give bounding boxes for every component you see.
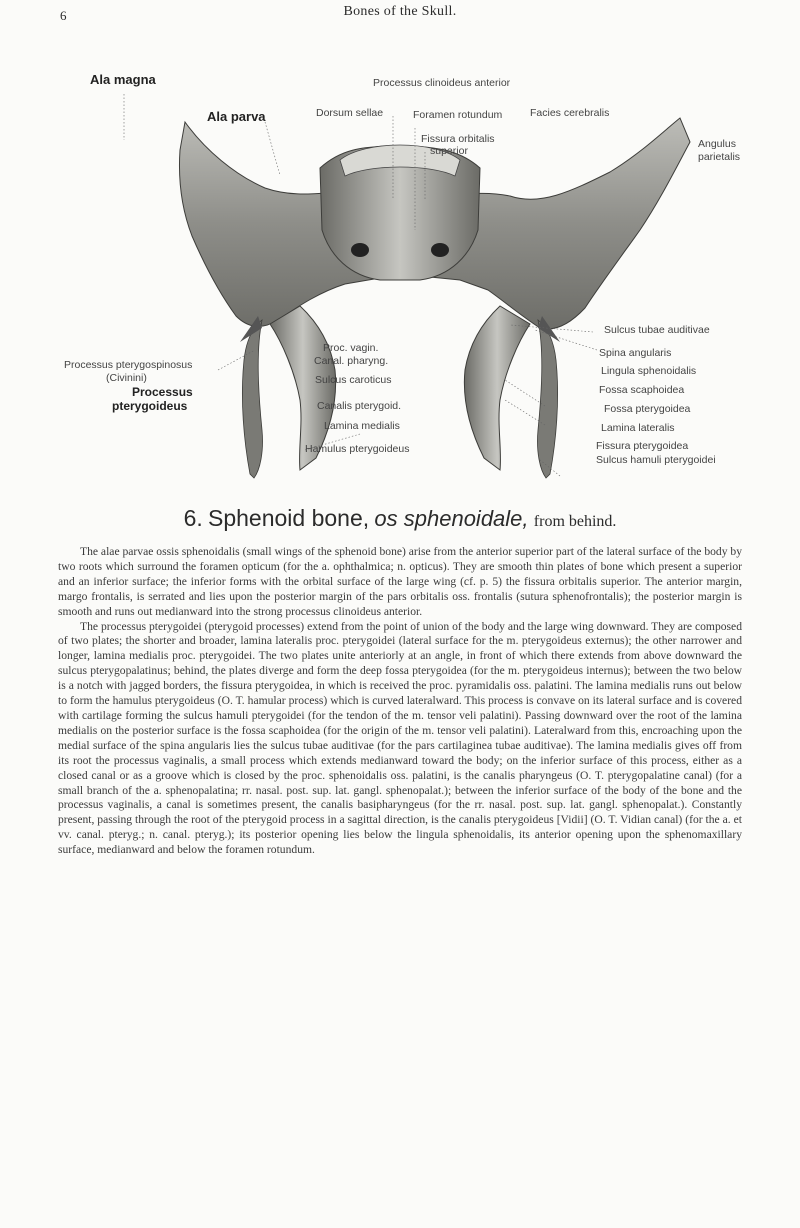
left-hamulus-shape	[242, 320, 262, 478]
caption-suffix: from behind.	[533, 513, 617, 530]
body-text	[58, 545, 742, 858]
label-canalis-pterygoid: Canalis pterygoid.	[317, 400, 402, 412]
label-lamina-lateralis: Lamina lateralis	[601, 422, 675, 434]
paragraph-processus-pterygoidei: The processus pterygoidei (pterygoid processes) extend from the point of union of the body and the large wing downward. They are composed of two plates; the shorter and broader, lamina lateralis proc. pterygoidei (lateral surface for the m. pterygoideus externus); the other narrower and longer, lamina medialis proc. pterygoidei. The two plates unite anteriorly at an angle, in front of which there extends from above downward the sulcus pterygopalatinus; behind, the plates diverge and form the deep fossa pterygoidea (for the m. pterygoideus internus); between the two below is a notch with jagged borders, the fissura pterygoidea, in which is received the proc. pyramidalis oss. palatini. The lamina medialis runs out below to form the hamulus pterygoideus (O. T. hamular process) which is curved lateralward. This process is convave on its lateral surface and is covered with cartilage forming the sulcus hamuli pterygoidei (for the tendon of the m. tensor veli palatini). Passing downward over the root of the lamina medialis on the posterior surface is the fossa scaphoidea (for the origin of the m. tensor veli palatini). Lateralward from this, encroaching upon the medial surface of the spina angularis lies the sulcus tubae auditivae (for the pars cartilaginea tubae auditivae). The lamina medialis gives off from its root the processus vaginalis, a small process which extends medianward toward the body; on the inferior surface of this process, either as a closed canal or as a groove which is closed by the proc. sphenoidalis oss. palatini, is the canalis pharyngeus (O. T. pterygopalatine canal) (for a small branch of the a. sphenopalatina; rr. nasal. post. sup. lat. gangl. sphenopalat.); between the inferior surface of the body of the bone and the processus vaginalis, a canal is sometimes present, the canalis basipharyngeus (for the rr. nasal. post. sup. lat. gangl. sphenopalat.). Constantly present, passing through the root of the pterygoid process in a sagittal direction, is the canalis pterygoideus [Vidii] (O. T. Vidian canal) (for the a. et vv. canal. pteryg.; n. canal. pteryg.); its posterior opening lies below the lingula sphenoidalis, its anterior opening upon the sphenomaxillary surface, medianward and below the foramen rotundum.	[58, 619, 742, 857]
label-proc-vagin: Proc. vagin.	[323, 342, 379, 354]
caption-number: 6.	[183, 505, 203, 531]
label-spina-angularis: Spina angularis	[599, 347, 672, 359]
label-sulcus-tubae: Sulcus tubae auditivae	[604, 324, 710, 336]
label-sulcus-caroticus: Sulcus caroticus	[315, 374, 392, 386]
label-angulus-parietalis: Angulus parietalis	[698, 138, 741, 163]
figure-caption	[0, 505, 800, 532]
label-facies-cerebralis: Facies cerebralis	[530, 107, 610, 119]
label-proc-pterygospinosus: Processus pterygospinosus	[64, 359, 193, 371]
page-number: 6	[60, 8, 67, 23]
label-proc-clinoideus: Processus clinoideus anterior	[373, 77, 511, 89]
label-lingula: Lingula sphenoidalis	[601, 365, 697, 377]
label-fissura-orbitalis: Fissura orbitalis	[421, 133, 495, 145]
label-superior: superior	[430, 145, 468, 157]
right-hamulus-shape	[537, 320, 557, 478]
label-fossa-pterygoidea: Fossa pterygoidea	[604, 403, 691, 415]
label-hamulus: Hamulus pterygoideus	[305, 443, 410, 455]
sphenoid-bone-illustration	[0, 80, 800, 480]
label-civinini: (Civinini)	[106, 372, 147, 384]
foramen-left-shape	[351, 243, 369, 257]
label-sulcus-hamuli: Sulcus hamuli pterygoidei	[596, 454, 716, 466]
label-fossa-scaphoidea: Fossa scaphoidea	[599, 384, 685, 396]
label-proc-pterygoideus-1: Processus	[132, 385, 193, 399]
paragraph-alae-parvae: The alae parvae ossis sphenoidalis (small wings of the sphenoid bone) arise from the anterior superior part of the lateral surface of the body by two roots which surround the foramen opticum (for the a. ophthalmica; n. opticus). They are smooth thin plates of bone which present a superior and an inferior surface; the inferior forms with the orbital surface of the large wing (cf. p. 5) the fissura orbitalis superior. The anterior margin, margo frontalis, is serrated and lies upon the posterior margin of the pars orbitalis oss. frontalis (sutura sphenofrontalis); the posterior margin is smooth and runs out medianward into the strong processus clinoideus anterior.	[58, 545, 742, 618]
foramen-right-shape	[431, 243, 449, 257]
label-canal-pharyng: Canal. pharyng.	[314, 355, 389, 367]
label-proc-pterygoideus-2: pterygoideus	[112, 399, 188, 413]
label-ala-magna: Ala magna	[90, 72, 156, 87]
right-pterygoid-shape	[464, 306, 530, 470]
running-head: Bones of the Skull.	[343, 4, 457, 19]
label-foramen-rotundum: Foramen rotundum	[413, 109, 503, 121]
label-lamina-medialis: Lamina medialis	[324, 420, 400, 432]
caption-latin: os sphenoidale,	[374, 506, 529, 531]
caption-title: Sphenoid bone,	[208, 505, 370, 531]
label-fissura-pterygoidea: Fissura pterygoidea	[596, 440, 689, 452]
sphenoid-figure	[0, 72, 800, 480]
label-ala-parva: Ala parva	[207, 109, 266, 124]
label-dorsum-sellae: Dorsum sellae	[316, 107, 384, 119]
